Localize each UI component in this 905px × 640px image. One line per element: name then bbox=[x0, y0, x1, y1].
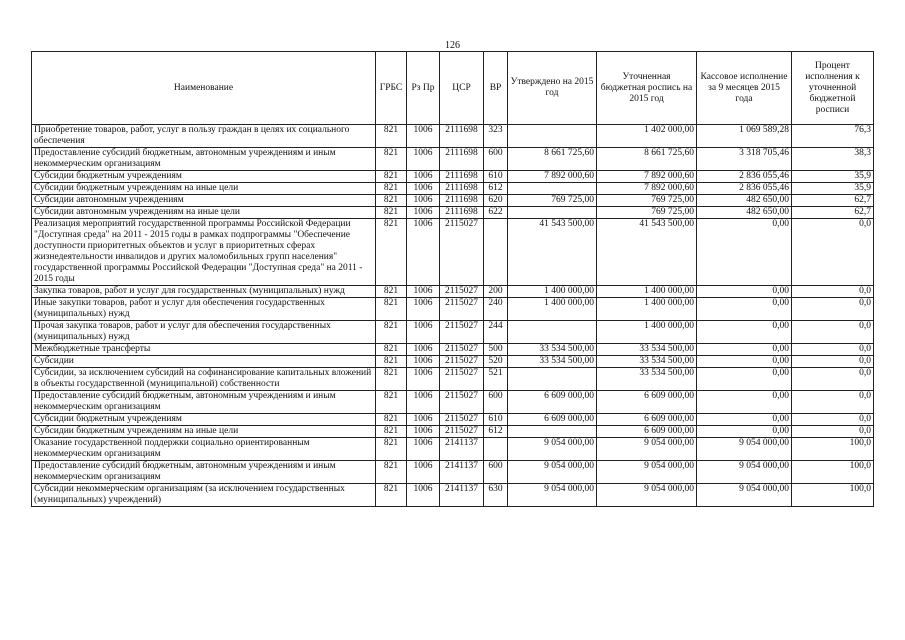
cell-grbs: 821 bbox=[376, 183, 407, 195]
cell-refined: 41 543 500,00 bbox=[597, 219, 697, 286]
cell-vr: 630 bbox=[484, 484, 508, 507]
table-row bbox=[32, 321, 874, 344]
header-percent: Процент исполнения к уточненной бюджетной росписи bbox=[792, 52, 874, 125]
cell-refined: 1 402 000,00 bbox=[597, 125, 697, 148]
cell-percent: 0,0 bbox=[792, 321, 874, 344]
cell-cash: 0,00 bbox=[697, 356, 792, 368]
cell-cash: 0,00 bbox=[697, 368, 792, 391]
cell-name: Иные закупки товаров, работ и услуг для обеспечения государственных (муниципальных) нужд bbox=[32, 298, 376, 321]
cell-cash: 482 650,00 bbox=[697, 195, 792, 207]
cell-percent: 100,0 bbox=[792, 484, 874, 507]
cell-approved: 33 534 500,00 bbox=[508, 356, 597, 368]
cell-cash: 0,00 bbox=[697, 298, 792, 321]
cell-csr: 2111698 bbox=[440, 195, 484, 207]
cell-csr: 2115027 bbox=[440, 426, 484, 438]
table-row bbox=[32, 298, 874, 321]
cell-vr: 610 bbox=[484, 414, 508, 426]
cell-rzpr: 1006 bbox=[407, 286, 440, 298]
cell-percent: 35,9 bbox=[792, 183, 874, 195]
table-row bbox=[32, 125, 874, 148]
cell-approved: 6 609 000,00 bbox=[508, 391, 597, 414]
cell-vr: 521 bbox=[484, 368, 508, 391]
cell-rzpr: 1006 bbox=[407, 219, 440, 286]
cell-grbs: 821 bbox=[376, 286, 407, 298]
cell-name: Предоставление субсидий бюджетным, автономным учреждениям и иным некоммерческим организациям bbox=[32, 461, 376, 484]
cell-name: Субсидии автономным учреждениям bbox=[32, 195, 376, 207]
cell-approved bbox=[508, 207, 597, 219]
cell-cash: 1 069 589,28 bbox=[697, 125, 792, 148]
cell-name: Приобретение товаров, работ, услуг в пользу граждан в целях их социального обеспечения bbox=[32, 125, 376, 148]
cell-percent: 0,0 bbox=[792, 356, 874, 368]
cell-rzpr: 1006 bbox=[407, 148, 440, 171]
table-row bbox=[32, 195, 874, 207]
cell-name: Межбюджетные трансферты bbox=[32, 344, 376, 356]
cell-refined: 33 534 500,00 bbox=[597, 344, 697, 356]
cell-grbs: 821 bbox=[376, 219, 407, 286]
cell-cash: 9 054 000,00 bbox=[697, 484, 792, 507]
cell-approved: 41 543 500,00 bbox=[508, 219, 597, 286]
cell-grbs: 821 bbox=[376, 426, 407, 438]
cell-csr: 2141137 bbox=[440, 461, 484, 484]
cell-rzpr: 1006 bbox=[407, 414, 440, 426]
cell-vr: 600 bbox=[484, 461, 508, 484]
cell-rzpr: 1006 bbox=[407, 207, 440, 219]
cell-vr: 620 bbox=[484, 195, 508, 207]
cell-grbs: 821 bbox=[376, 391, 407, 414]
cell-approved: 9 054 000,00 bbox=[508, 461, 597, 484]
cell-percent: 0,0 bbox=[792, 298, 874, 321]
cell-name: Прочая закупка товаров, работ и услуг для обеспечения государственных (муниципальных) нужд bbox=[32, 321, 376, 344]
cell-grbs: 821 bbox=[376, 195, 407, 207]
cell-csr: 2115027 bbox=[440, 286, 484, 298]
cell-approved: 1 400 000,00 bbox=[508, 298, 597, 321]
header-cash: Кассовое исполнение за 9 месяцев 2015 года bbox=[697, 52, 792, 125]
cell-percent: 35,9 bbox=[792, 171, 874, 183]
cell-cash: 0,00 bbox=[697, 391, 792, 414]
cell-rzpr: 1006 bbox=[407, 484, 440, 507]
cell-approved: 9 054 000,00 bbox=[508, 438, 597, 461]
cell-name: Субсидии некоммерческим организациям (за исключением государственных (муниципальных) учреждений) bbox=[32, 484, 376, 507]
cell-percent: 38,3 bbox=[792, 148, 874, 171]
cell-csr: 2115027 bbox=[440, 414, 484, 426]
cell-name: Субсидии бюджетным учреждениям на иные цели bbox=[32, 426, 376, 438]
cell-approved bbox=[508, 183, 597, 195]
cell-name: Субсидии бюджетным учреждениям bbox=[32, 171, 376, 183]
cell-grbs: 821 bbox=[376, 356, 407, 368]
cell-vr: 622 bbox=[484, 207, 508, 219]
cell-csr: 2115027 bbox=[440, 219, 484, 286]
cell-refined: 9 054 000,00 bbox=[597, 484, 697, 507]
cell-vr: 612 bbox=[484, 183, 508, 195]
cell-vr: 500 bbox=[484, 344, 508, 356]
cell-approved: 7 892 000,60 bbox=[508, 171, 597, 183]
table-row bbox=[32, 426, 874, 438]
cell-approved bbox=[508, 125, 597, 148]
cell-refined: 769 725,00 bbox=[597, 195, 697, 207]
cell-rzpr: 1006 bbox=[407, 438, 440, 461]
cell-vr: 600 bbox=[484, 148, 508, 171]
cell-rzpr: 1006 bbox=[407, 426, 440, 438]
cell-name: Субсидии, за исключением субсидий на софинансирование капитальных вложений в объекты государственной (муниципальной) собственности bbox=[32, 368, 376, 391]
cell-percent: 62,7 bbox=[792, 207, 874, 219]
cell-csr: 2111698 bbox=[440, 183, 484, 195]
cell-name: Предоставление субсидий бюджетным, автономным учреждениям и иным некоммерческим организациям bbox=[32, 148, 376, 171]
table-row bbox=[32, 461, 874, 484]
header-grbs: ГРБС bbox=[376, 52, 407, 125]
table-row bbox=[32, 171, 874, 183]
table-row bbox=[32, 183, 874, 195]
cell-name: Предоставление субсидий бюджетным, автономным учреждениям и иным некоммерческим организациям bbox=[32, 391, 376, 414]
cell-approved: 9 054 000,00 bbox=[508, 484, 597, 507]
cell-rzpr: 1006 bbox=[407, 183, 440, 195]
cell-vr: 323 bbox=[484, 125, 508, 148]
cell-csr: 2141137 bbox=[440, 484, 484, 507]
cell-grbs: 821 bbox=[376, 207, 407, 219]
cell-name: Субсидии bbox=[32, 356, 376, 368]
page-number: 126 bbox=[445, 40, 460, 51]
cell-refined: 7 892 000,60 bbox=[597, 171, 697, 183]
cell-percent: 0,0 bbox=[792, 344, 874, 356]
table-header-row bbox=[32, 52, 874, 125]
table-row bbox=[32, 148, 874, 171]
cell-cash: 0,00 bbox=[697, 414, 792, 426]
cell-approved: 769 725,00 bbox=[508, 195, 597, 207]
cell-csr: 2115027 bbox=[440, 368, 484, 391]
cell-csr: 2111698 bbox=[440, 125, 484, 148]
table-row bbox=[32, 286, 874, 298]
cell-grbs: 821 bbox=[376, 484, 407, 507]
cell-rzpr: 1006 bbox=[407, 461, 440, 484]
cell-refined: 1 400 000,00 bbox=[597, 298, 697, 321]
cell-name: Субсидии бюджетным учреждениям на иные цели bbox=[32, 183, 376, 195]
cell-approved bbox=[508, 321, 597, 344]
cell-refined: 6 609 000,00 bbox=[597, 391, 697, 414]
cell-grbs: 821 bbox=[376, 461, 407, 484]
table-row bbox=[32, 344, 874, 356]
cell-cash: 0,00 bbox=[697, 321, 792, 344]
cell-percent: 100,0 bbox=[792, 438, 874, 461]
cell-refined: 1 400 000,00 bbox=[597, 321, 697, 344]
header-rzpr: Рз Пр bbox=[407, 52, 440, 125]
cell-cash: 9 054 000,00 bbox=[697, 438, 792, 461]
cell-name: Субсидии автономным учреждениям на иные цели bbox=[32, 207, 376, 219]
cell-refined: 7 892 000,60 bbox=[597, 183, 697, 195]
budget-table bbox=[31, 51, 874, 507]
cell-approved: 6 609 000,00 bbox=[508, 414, 597, 426]
cell-percent: 0,0 bbox=[792, 426, 874, 438]
cell-rzpr: 1006 bbox=[407, 356, 440, 368]
cell-rzpr: 1006 bbox=[407, 298, 440, 321]
cell-percent: 62,7 bbox=[792, 195, 874, 207]
cell-cash: 2 836 055,46 bbox=[697, 183, 792, 195]
cell-percent: 0,0 bbox=[792, 286, 874, 298]
cell-vr: 240 bbox=[484, 298, 508, 321]
cell-percent: 76,3 bbox=[792, 125, 874, 148]
cell-approved: 8 661 725,60 bbox=[508, 148, 597, 171]
cell-grbs: 821 bbox=[376, 368, 407, 391]
cell-approved bbox=[508, 426, 597, 438]
cell-csr: 2115027 bbox=[440, 321, 484, 344]
cell-cash: 2 836 055,46 bbox=[697, 171, 792, 183]
header-vr: ВР bbox=[484, 52, 508, 125]
cell-grbs: 821 bbox=[376, 148, 407, 171]
cell-vr: 200 bbox=[484, 286, 508, 298]
cell-percent: 0,0 bbox=[792, 391, 874, 414]
cell-vr: 600 bbox=[484, 391, 508, 414]
cell-name: Субсидии бюджетным учреждениям bbox=[32, 414, 376, 426]
cell-rzpr: 1006 bbox=[407, 195, 440, 207]
cell-grbs: 821 bbox=[376, 414, 407, 426]
cell-approved: 33 534 500,00 bbox=[508, 344, 597, 356]
cell-grbs: 821 bbox=[376, 298, 407, 321]
cell-refined: 6 609 000,00 bbox=[597, 414, 697, 426]
cell-name: Реализация мероприятий государственной программы Российской Федерации "Доступная среда" на 2011 - 2015 годы в рамках подпрограммы "Обеспечение доступности приоритетных объектов и услуг в приоритетных сферах жизнедеятельности инвалидов и других маломобильных групп населения" государственной программы Российской Федерации "Доступная среда" на 2011 - 2015 годы bbox=[32, 219, 376, 286]
cell-csr: 2115027 bbox=[440, 391, 484, 414]
cell-refined: 33 534 500,00 bbox=[597, 356, 697, 368]
cell-percent: 100,0 bbox=[792, 461, 874, 484]
table-row bbox=[32, 356, 874, 368]
cell-csr: 2111698 bbox=[440, 148, 484, 171]
cell-rzpr: 1006 bbox=[407, 391, 440, 414]
cell-refined: 1 400 000,00 bbox=[597, 286, 697, 298]
table-row bbox=[32, 414, 874, 426]
cell-vr: 610 bbox=[484, 171, 508, 183]
header-refined: Уточненная бюджетная роспись на 2015 год bbox=[597, 52, 697, 125]
cell-csr: 2115027 bbox=[440, 344, 484, 356]
cell-percent: 0,0 bbox=[792, 414, 874, 426]
cell-cash: 9 054 000,00 bbox=[697, 461, 792, 484]
cell-grbs: 821 bbox=[376, 438, 407, 461]
cell-cash: 3 318 705,46 bbox=[697, 148, 792, 171]
cell-csr: 2111698 bbox=[440, 207, 484, 219]
cell-name: Закупка товаров, работ и услуг для государственных (муниципальных) нужд bbox=[32, 286, 376, 298]
table-row bbox=[32, 219, 874, 286]
cell-refined: 9 054 000,00 bbox=[597, 438, 697, 461]
cell-rzpr: 1006 bbox=[407, 344, 440, 356]
cell-grbs: 821 bbox=[376, 171, 407, 183]
table-row bbox=[32, 207, 874, 219]
cell-grbs: 821 bbox=[376, 321, 407, 344]
cell-rzpr: 1006 bbox=[407, 125, 440, 148]
header-csr: ЦСР bbox=[440, 52, 484, 125]
cell-approved bbox=[508, 368, 597, 391]
cell-vr bbox=[484, 438, 508, 461]
cell-grbs: 821 bbox=[376, 125, 407, 148]
cell-refined: 8 661 725,60 bbox=[597, 148, 697, 171]
table-row bbox=[32, 391, 874, 414]
cell-refined: 6 609 000,00 bbox=[597, 426, 697, 438]
cell-cash: 0,00 bbox=[697, 286, 792, 298]
cell-name: Оказание государственной поддержки социально ориентированным некоммерческим организациям bbox=[32, 438, 376, 461]
cell-vr: 612 bbox=[484, 426, 508, 438]
cell-approved: 1 400 000,00 bbox=[508, 286, 597, 298]
cell-grbs: 821 bbox=[376, 344, 407, 356]
cell-refined: 9 054 000,00 bbox=[597, 461, 697, 484]
cell-csr: 2115027 bbox=[440, 298, 484, 321]
cell-csr: 2111698 bbox=[440, 171, 484, 183]
cell-vr: 520 bbox=[484, 356, 508, 368]
table-row bbox=[32, 484, 874, 507]
cell-percent: 0,0 bbox=[792, 368, 874, 391]
cell-rzpr: 1006 bbox=[407, 171, 440, 183]
cell-vr: 244 bbox=[484, 321, 508, 344]
cell-cash: 0,00 bbox=[697, 344, 792, 356]
header-name: Наименование bbox=[32, 52, 376, 125]
cell-rzpr: 1006 bbox=[407, 321, 440, 344]
cell-cash: 482 650,00 bbox=[697, 207, 792, 219]
cell-csr: 2141137 bbox=[440, 438, 484, 461]
cell-percent: 0,0 bbox=[792, 219, 874, 286]
cell-rzpr: 1006 bbox=[407, 368, 440, 391]
header-approved: Утверждено на 2015 год bbox=[508, 52, 597, 125]
table-row bbox=[32, 368, 874, 391]
cell-refined: 769 725,00 bbox=[597, 207, 697, 219]
cell-csr: 2115027 bbox=[440, 356, 484, 368]
cell-refined: 33 534 500,00 bbox=[597, 368, 697, 391]
cell-vr bbox=[484, 219, 508, 286]
cell-cash: 0,00 bbox=[697, 219, 792, 286]
cell-cash: 0,00 bbox=[697, 426, 792, 438]
table-row bbox=[32, 438, 874, 461]
